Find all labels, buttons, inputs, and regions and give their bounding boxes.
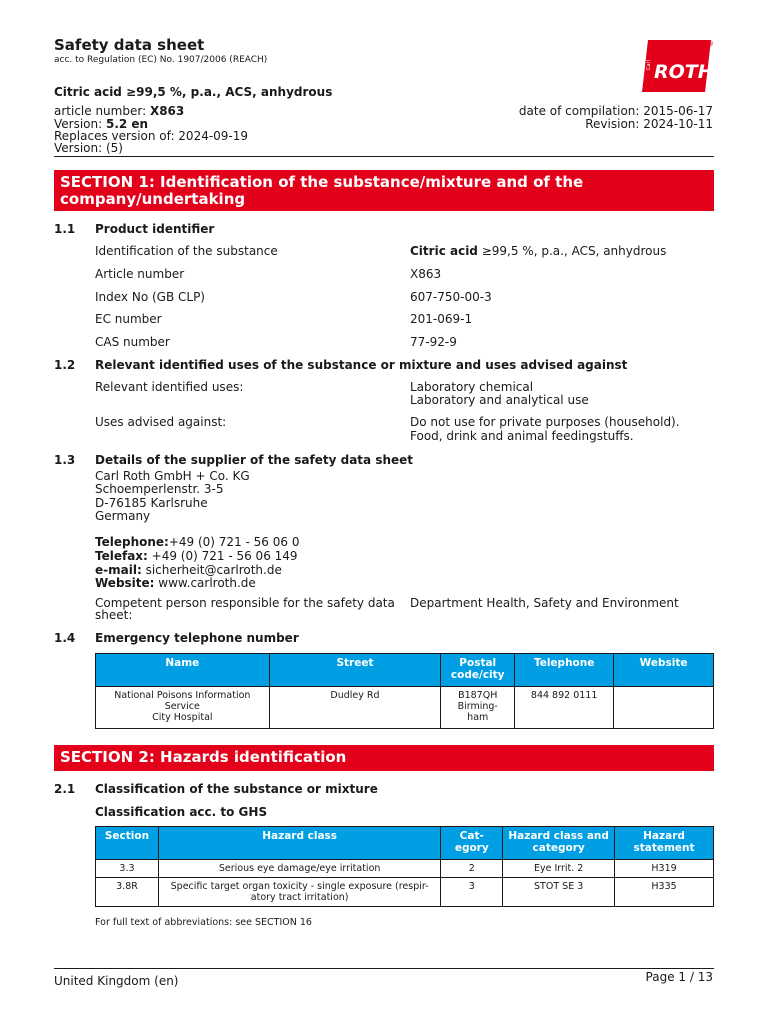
column-header-class-and-category: Hazard class and category <box>503 827 615 860</box>
uses-advised-against-value-1: Do not use for private purposes (household). <box>410 415 680 429</box>
identification-value-bold: Citric acid <box>410 244 478 258</box>
svg-text:®: ® <box>707 40 714 48</box>
emergency-name-line-2: Service <box>164 701 200 712</box>
cas-number-label: CAS number <box>95 335 170 349</box>
column-header-name: Name <box>96 654 270 687</box>
column-header-street: Street <box>269 654 441 687</box>
emergency-name-line-3: City Hospital <box>152 712 213 723</box>
supplier-address-line-4: Germany <box>95 509 151 523</box>
identified-uses-value-1: Laboratory chemical <box>410 380 534 394</box>
ghs-hazard-class-cell: Specific target organ toxicity - single exposure (respir-atory tract irritation) <box>158 878 440 907</box>
emergency-telephone-cell: 844 892 0111 <box>515 687 614 729</box>
subsection-1-2-number: 1.2 <box>54 358 76 372</box>
product-name: Citric acid ≥99,5 %, p.a., ACS, anhydrous <box>54 85 333 99</box>
ghs-table-header-row <box>96 827 714 860</box>
revision-date: Revision: 2024-10-11 <box>585 117 713 131</box>
svg-text:Carl: Carl <box>646 60 652 70</box>
telefax-line <box>95 550 298 563</box>
table-row <box>96 878 714 907</box>
emergency-website-cell <box>614 687 714 729</box>
ghs-category-cell: 3 <box>441 878 503 907</box>
index-no-value: 607-750-00-3 <box>410 290 492 304</box>
subsection-1-1-number: 1.1 <box>54 222 76 236</box>
article-number-label-row: Article number <box>95 267 185 281</box>
article-number-label: article number: <box>54 104 150 118</box>
identification-value-rest: ≥99,5 %, p.a., ACS, anhydrous <box>477 244 667 258</box>
emergency-name-cell <box>96 687 270 729</box>
ghs-statement-cell: H319 <box>615 860 714 878</box>
email-value[interactable]: sicherheit@carlroth.de <box>141 563 282 577</box>
uses-advised-against-value-2: Food, drink and animal feedingstuffs. <box>410 429 634 443</box>
telephone-value: +49 (0) 721 - 56 06 0 <box>168 535 300 549</box>
document-title: Safety data sheet <box>54 36 205 54</box>
ec-number-label: EC number <box>95 312 162 326</box>
version-label: Version: <box>54 117 106 131</box>
supplier-address-line-1: Carl Roth GmbH + Co. KG <box>95 469 250 483</box>
column-header-hazard-class: Hazard class <box>158 827 440 860</box>
telefax-label: Telefax: <box>95 549 148 563</box>
emergency-postal-cell <box>441 687 515 729</box>
replaces-line: Replaces version of: 2024-09-19 <box>54 129 249 143</box>
emergency-name-line-1: National Poisons Information <box>114 690 251 701</box>
column-header-hazard-statement: Hazard statement <box>615 827 714 860</box>
uses-advised-against-label: Uses advised against: <box>95 415 227 429</box>
cas-number-value: 77-92-9 <box>410 335 457 349</box>
identification-value <box>410 245 666 258</box>
subsection-1-4-number: 1.4 <box>54 631 76 645</box>
footer-country: United Kingdom (en) <box>54 974 179 988</box>
identified-uses-value-2: Laboratory and analytical use <box>410 393 589 407</box>
competent-person-label-1: Competent person responsible for the safety data <box>95 596 395 610</box>
telephone-label: Telephone: <box>95 535 169 549</box>
carl-roth-logo <box>640 36 713 96</box>
subsection-1-1-title: Product identifier <box>95 222 215 236</box>
article-number-value-row: X863 <box>410 267 442 281</box>
section-1-header: SECTION 1: Identification of the substance/mixture and of the company/undertaking <box>54 170 714 211</box>
supplier-address-line-3: D-76185 Karlsruhe <box>95 496 208 510</box>
abbreviations-footnote: For full text of abbreviations: see SECTION 16 <box>95 917 312 928</box>
date-of-compilation: date of compilation: 2015-06-17 <box>518 104 713 118</box>
column-header-telephone: Telephone <box>515 654 614 687</box>
ghs-class-category-cell: Eye Irrit. 2 <box>503 860 615 878</box>
subsection-2-1-number: 2.1 <box>54 782 76 796</box>
subsection-1-4-title: Emergency telephone number <box>95 631 299 645</box>
supplier-address-line-2: Schoemperlenstr. 3-5 <box>95 482 224 496</box>
email-label: e-mail: <box>95 563 142 577</box>
version-value: 5.2 en <box>105 117 149 131</box>
telephone-line <box>95 536 299 549</box>
svg-text:ROTH: ROTH <box>654 61 714 83</box>
section-2-header: SECTION 2: Hazards identification <box>54 745 714 771</box>
ghs-statement-cell: H335 <box>615 878 714 907</box>
column-header-category: Cat-egory <box>441 827 503 860</box>
ghs-class-category-cell: STOT SE 3 <box>503 878 615 907</box>
telefax-value: +49 (0) 721 - 56 06 149 <box>147 549 298 563</box>
emergency-contact-table <box>95 653 714 729</box>
subsection-1-3-title: Details of the supplier of the safety data sheet <box>95 453 414 467</box>
subsection-1-2-title: Relevant identified uses of the substance or mixture and uses advised against <box>95 358 628 372</box>
replaces-version-line: Version: (5) <box>54 141 123 155</box>
identified-uses-label: Relevant identified uses: <box>95 380 244 394</box>
competent-person-value: Department Health, Safety and Environment <box>410 596 679 610</box>
column-header-section: Section <box>96 827 159 860</box>
ghs-classification-table <box>95 826 714 907</box>
ec-number-value: 201-069-1 <box>410 312 473 326</box>
ghs-section-cell: 3.3 <box>96 860 159 878</box>
competent-person-label-2: sheet: <box>95 608 133 622</box>
header-divider <box>54 156 714 157</box>
ghs-hazard-class-cell: Serious eye damage/eye irritation <box>158 860 440 878</box>
emergency-postal-line-1: B187QH <box>458 690 498 701</box>
subsection-1-3-number: 1.3 <box>54 453 76 467</box>
website-value[interactable]: www.carlroth.de <box>154 576 256 590</box>
website-label: Website: <box>95 576 155 590</box>
emergency-street-cell: Dudley Rd <box>269 687 441 729</box>
emergency-postal-line-3: ham <box>467 712 489 723</box>
column-header-website: Website <box>614 654 714 687</box>
identification-label: Identification of the substance <box>95 244 278 258</box>
ghs-category-cell: 2 <box>441 860 503 878</box>
emergency-postal-line-2: Birming- <box>457 701 498 712</box>
website-line <box>95 577 256 590</box>
column-header-postal: Postal code/city <box>441 654 515 687</box>
table-row <box>96 687 714 729</box>
index-no-label: Index No (GB CLP) <box>95 290 205 304</box>
table-row <box>96 860 714 878</box>
document-subtitle: acc. to Regulation (EC) No. 1907/2006 (REACH) <box>54 55 268 65</box>
emergency-table-header-row <box>96 654 714 687</box>
classification-ghs-title: Classification acc. to GHS <box>95 805 268 819</box>
subsection-2-1-title: Classification of the substance or mixture <box>95 782 378 796</box>
article-number-value: X863 <box>149 104 185 118</box>
ghs-section-cell: 3.8R <box>96 878 159 907</box>
page-number: Page 1 / 13 <box>645 970 713 984</box>
footer-divider <box>54 968 714 969</box>
